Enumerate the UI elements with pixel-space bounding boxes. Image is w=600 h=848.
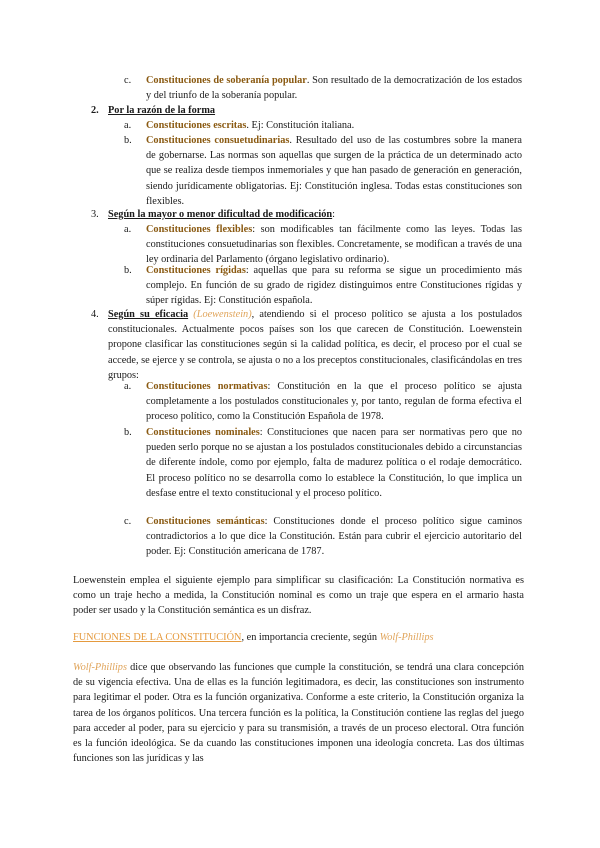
term-description: . Ej: Constitución italiana. <box>246 120 355 131</box>
list-item-text <box>146 379 522 425</box>
list-item-text <box>146 73 522 103</box>
term-description: : son modificables tan fácilmente como las leyes. Todas las constituciones consuetudinarias son flexibles. Concretamente, se modifican a través de una ley ordinaria del Parlamento (órgano legislativo ordinario). <box>146 224 522 266</box>
list-marker: b. <box>124 427 132 438</box>
section-heading-text: Según su eficacia <box>108 309 189 320</box>
wolf-phillips-paragraph <box>73 660 524 766</box>
term-keyword: Constituciones rígidas <box>146 265 246 276</box>
paragraph-text <box>73 660 524 766</box>
list-item-4b <box>124 425 522 501</box>
list-marker: a. <box>124 381 132 392</box>
section-4 <box>91 307 522 383</box>
term-keyword: Constituciones semánticas <box>146 516 265 527</box>
list-item-4c <box>124 514 522 560</box>
list-item-4a <box>124 379 522 425</box>
list-item-text <box>146 425 522 501</box>
term-keyword: Constituciones nominales <box>146 427 260 438</box>
section-paragraph <box>108 307 522 383</box>
list-marker: b. <box>124 265 132 276</box>
term-keyword: Constituciones consuetudinarias <box>146 135 290 146</box>
term-description: : aquellas que para su reforma se sigue un procedimiento más complejo. En función de su grado de rigidez distinguimos entre Constituciones rígidas y súper rígidas. Ej: Constitución española. <box>146 265 522 307</box>
term-description: . Resultado del uso de las costumbres sobre la manera de gobernarse. Las normas son aquellas que surgen de la práctica de un determinado acto que se realiza desde tiempos inmemoriales y que han pasado de generación en generación, siendo jurídicamente obligatorias. Ej: Constitución inglesa. Todas estas constituciones son flexibles. <box>146 135 522 207</box>
section-description: , atendiendo si el proceso político se ajusta a los postulados constitucionales. Actualmente pocos países son los que carecen de Constitución. Loewenstein propone clasificar las constituciones según si la calidad política, es decir, el proceso por el cual se accede, se ejerce y se controla, se ajusta o no a los preceptos constitucionales, clasificándolas en tres grupos: <box>108 309 522 381</box>
list-item-2a <box>124 118 522 133</box>
list-marker: c. <box>124 75 132 86</box>
list-item-text <box>146 263 522 309</box>
term-keyword: Constituciones de soberanía popular <box>146 75 307 86</box>
list-item-text <box>146 133 522 209</box>
section-3 <box>91 207 521 222</box>
list-marker: a. <box>124 120 132 131</box>
paragraph-text: Loewenstein emplea el siguiente ejemplo para simplificar su clasificación: La Constitución normativa es como un traje hecho a medida, la Constitución nominal es como un traje que espera en el armario hasta poder ser usado y la Constitución semántica es un disfraz. <box>73 575 524 617</box>
list-item-3b <box>124 263 522 309</box>
list-item-3a <box>124 222 522 268</box>
section-heading-suffix: : <box>332 209 336 220</box>
section-heading <box>108 103 521 118</box>
term-description: : Constituciones que nacen para ser normativas pero que no pueden serlo porque no se ajustan a los postulados constitucionales debido a circunstancias de diferente índole, como por ejemplo, falta de madurez política o el rodaje democrático. El proceso político no se desarrolla como lo establece la Constitución, lo que implica un desfase entre el texto constitucional y el proceso político. <box>146 427 522 499</box>
author-citation: Wolf-Phillips <box>73 662 127 673</box>
section-heading <box>108 207 521 222</box>
list-item-text <box>146 514 522 560</box>
list-marker: 3. <box>91 209 99 220</box>
term-description: . Son resultado de la democratización de los estados y del triunfo de la soberanía popular. <box>146 75 523 102</box>
list-marker: 4. <box>91 309 99 320</box>
list-marker: 2. <box>91 105 99 116</box>
section-title: FUNCIONES DE LA CONSTITUCIÓN <box>73 632 242 643</box>
list-item-text <box>146 222 522 268</box>
section-heading-text: Por la razón de la forma <box>108 105 216 116</box>
list-item-c-soberania <box>124 73 522 103</box>
list-item-text <box>146 118 522 133</box>
list-marker: a. <box>124 224 132 235</box>
paragraph-body: dice que observando las funciones que cumple la constitución, se tendrá una clara concepción de su vigencia efectiva. Una de ellas es la función legitimadora, es decir, las constituciones son instrumento para legitimar el poder. Otra es la función organizativa. Conforme a este criterio, la Constitución organiza la tarea de los órganos políticos. Una tercera función es la política, la Constitución contiene las reglas del juego para acceder al poder, para su ejercicio y para su transmisión, a través de un proceso electoral. Otra función es la función ideológica. Se da cuando las constituciones imponen una ideología concreta. Las dos últimas funciones son las jurídicas y las <box>73 662 524 765</box>
list-marker: b. <box>124 135 132 146</box>
section-2 <box>91 103 521 118</box>
term-keyword: Constituciones flexibles <box>146 224 253 235</box>
loewenstein-paragraph <box>73 573 524 619</box>
section-heading-text: Según la mayor o menor dificultad de modificación <box>108 209 333 220</box>
term-keyword: Constituciones escritas <box>146 120 247 131</box>
list-marker: c. <box>124 516 132 527</box>
author-citation: (Loewenstein) <box>193 309 252 320</box>
author-citation: Wolf-Phillips <box>379 632 434 643</box>
section-title-middle: , en importancia creciente, según <box>241 632 380 643</box>
term-keyword: Constituciones normativas <box>146 381 268 392</box>
list-item-2b <box>124 133 522 209</box>
term-description: : Constitución en la que el proceso político se ajusta completamente a los postulados constitucionales y, por tanto, regulan de forma efectiva el proceso político, como la Constitución Española de 1978. <box>146 381 522 423</box>
term-description: : Constituciones donde el proceso político sigue caminos contradictorios a lo que dice la Constitución. Están para cubrir el ejercicio autoritario del poder. Ej: Constitución americana de 1787. <box>146 516 522 558</box>
funciones-heading <box>73 630 524 645</box>
